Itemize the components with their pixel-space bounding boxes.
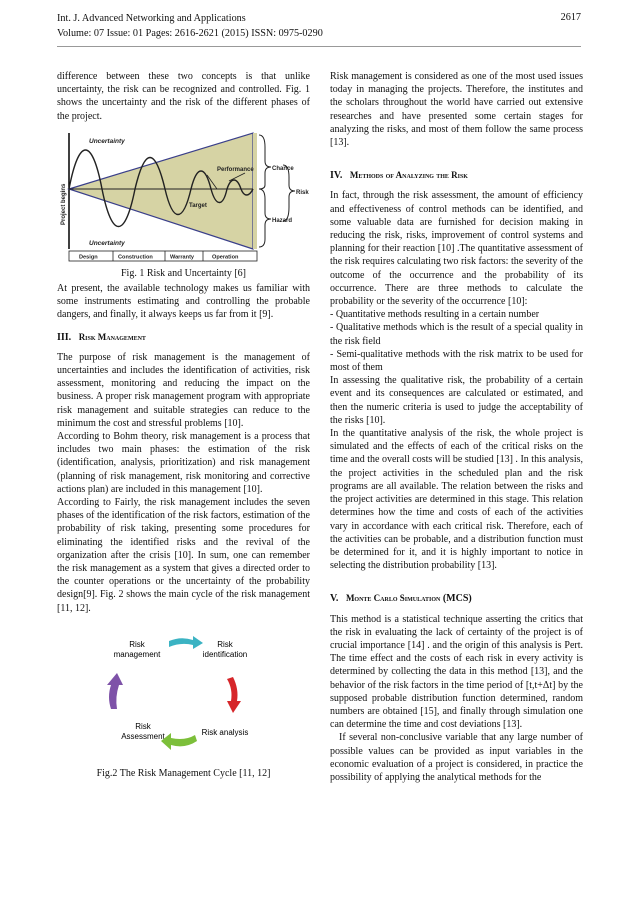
phase-operation: Operation bbox=[212, 254, 239, 261]
phase-warranty: Warranty bbox=[170, 254, 195, 261]
node-assessment-1: Risk bbox=[135, 721, 151, 731]
node-management-2: management bbox=[113, 649, 161, 659]
phase-construction: Construction bbox=[118, 254, 153, 261]
node-analysis: Risk analysis bbox=[201, 727, 249, 737]
after-fig1-paragraph: At present, the available technology makes us familiar with some instruments estimating and controlling the probable dangers, and finally, it always keeps us far from it [9]. bbox=[57, 283, 310, 321]
section-4-heading: IV. Methods of Analyzing the Risk bbox=[330, 170, 468, 182]
phase-design: Design bbox=[79, 254, 98, 261]
chance-label: Chance bbox=[272, 165, 294, 172]
target-label: Target bbox=[189, 202, 207, 209]
arrow-red bbox=[227, 677, 241, 713]
fig2-caption: Fig.2 The Risk Management Cycle [11, 12] bbox=[96, 767, 271, 779]
left-column bbox=[57, 70, 310, 782]
bullet-semi-qualitative: - Semi-qualitative methods with the risk matrix to be used for most of them bbox=[330, 348, 583, 374]
sec5-paragraph-2: If several non-conclusive variable that any large number of possible values can be provided as input variables in the economic evaluation of a project is considered, in practice the possibility of applying the analytical methods for the bbox=[330, 732, 583, 783]
section-5-heading: V. Monte Carlo Simulation (MCS) bbox=[330, 593, 472, 605]
uncertainty-top-label: Uncertainty bbox=[89, 137, 125, 145]
arrow-purple bbox=[107, 673, 123, 709]
volume-line: Volume: 07 Issue: 01 Pages: 2616-2621 (2015) ISSN: 0975-0290 bbox=[57, 28, 323, 39]
bullet-quantitative: - Quantitative methods resulting in a certain number bbox=[330, 309, 540, 321]
header-rule bbox=[57, 46, 581, 47]
sec4-paragraph-2: In assessing the qualitative risk, the probability of a certain event and its consequences are calculated or estimated, and then the numeric criteria is used to judge the acceptability of the risks [10]. bbox=[330, 375, 583, 426]
node-management-1: Risk bbox=[129, 639, 145, 649]
intro-paragraph: difference between these two concepts is that unlike uncertainty, the risk can be recognized and controlled. Fig. 1 shows the uncertainty and the risk of the different phases of the project. bbox=[57, 71, 310, 122]
section-3-heading: III. Risk Management bbox=[57, 331, 146, 343]
risk-uncertainty-figure bbox=[57, 127, 310, 265]
sec3-paragraph-3: According to Fairly, the risk management includes the seven phases of the identification of the risk factors, estimation of the probability of risk taking, presenting some procedures for eliminating the identified risks and the revival of the organization after the crisis [10]. In sum, one can remember the risk management as a system that gives a directed order to the counter operations or the uncertainty of the probability design[9]. Fig. 2 shows the main cycle of the risk management [11, 12]. bbox=[57, 497, 310, 614]
sec3-paragraph-1: The purpose of risk management is the management of uncertainties and includes the identification of activities, risk assessment, monitoring and reducing the impact on the business. A proper risk management program with appropriate risk management and suitable strategies can reduce to the minimum the cost and stressful problems [10]. bbox=[57, 351, 310, 429]
risk-cycle-figure bbox=[57, 633, 310, 761]
sec5-paragraph-1: This method is a statistical technique asserting the critics that the risk in evaluating the lack of certainty of the project is of crucial importance [14] . and the origin of this analysis is Pert. The time effect and the costs of each risk in every activity is determined by collecting the data in this method [13], and the behavior of the risk factors in the time period of [t,t+Δt] by the supposed probable distribution function determined, random numbers are obtained [15], and finally through simulation one can determine the time and cost deviations [13]. bbox=[330, 613, 583, 731]
right-intro-paragraph: Risk management is considered as one of the most used issues today in managing the projects. Therefore, the institutes and the scholars throughout the world have carried out extensive researches and have presented some certain stages for analyzing the risks, and most of them follow the same process [13]. bbox=[330, 71, 583, 149]
node-identification-2: identification bbox=[202, 649, 248, 659]
project-begins-label: Project begins bbox=[61, 183, 67, 225]
right-column bbox=[330, 70, 583, 784]
arrow-teal bbox=[169, 636, 203, 649]
bullet-qualitative: - Qualitative methods which is the result of a special quality in the risk field bbox=[330, 322, 583, 347]
performance-label: Performance bbox=[217, 166, 254, 173]
sec3-paragraph-2: According to Bohm theory, risk management is a process that includes two main phases: the estimation of the risk (identification, analysis, prioritization) and risk management (planning of risk management, risk monitoring and corrective actions plan) are included in this management [10]. bbox=[57, 431, 310, 495]
sec4-paragraph-3: In the quantitative analysis of the risk, the whole project is simulated and the effects of each of the critical risks on the time and the overall costs will be studied [13] . In this analysis, the project activities in the scheduled plan and the risk programs are all available. The relation between the risks and the project activities are determined in this stage. This relation determines how the time and costs of each of the activities vary in accordance with each critical risk. Therefore, each of the activities can be probable, and a distribution function must be determined for it, and it is highly important to notice in selecting the distribution probability [13]. bbox=[330, 428, 583, 572]
fig1-caption: Fig. 1 Risk and Uncertainty [6] bbox=[121, 267, 246, 279]
node-assessment-2: Assessment bbox=[121, 731, 165, 741]
hazard-label: Hazard bbox=[272, 217, 293, 224]
risk-label: Risk bbox=[296, 189, 309, 196]
journal-title: Int. J. Advanced Networking and Applications bbox=[57, 13, 246, 24]
page-number: 2617 bbox=[560, 12, 581, 23]
uncertainty-bottom-label: Uncertainty bbox=[89, 239, 125, 247]
arrow-green bbox=[161, 733, 197, 750]
sec4-paragraph-1: In fact, through the risk assessment, the amount of efficiency and effectiveness of control methods can be identified, and some valuable data are furnished for decision making in reducing the risk, risks, improvement of control systems and planning for their reaction [10] .The quantitative assessment of the risk requires calculating two risk factors: the severity of the outcome of the occurrence and the probability of its occurrence. There are three methods to calculate the probability or the severity of the occurrence [10]: bbox=[330, 190, 583, 308]
node-identification-1: Risk bbox=[217, 639, 233, 649]
